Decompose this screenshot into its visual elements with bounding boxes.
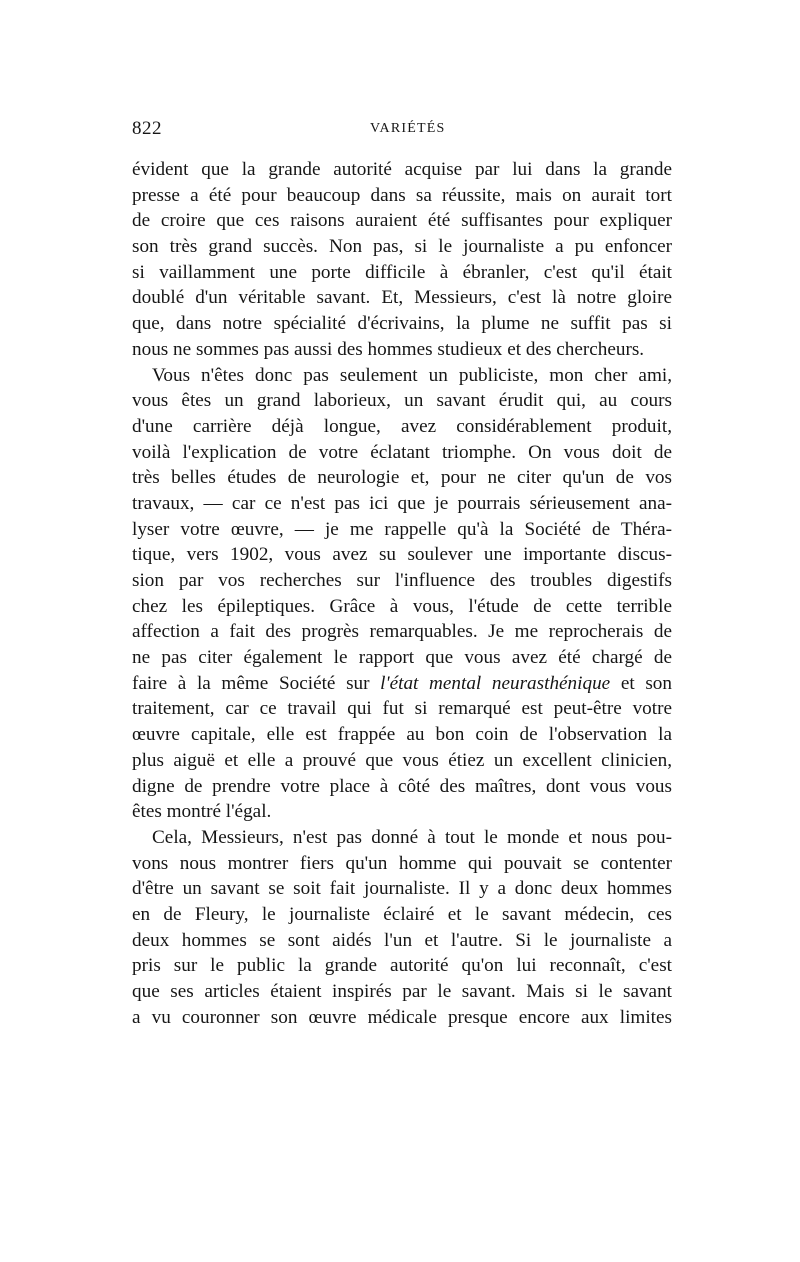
text-line: êtes montré l'égal. xyxy=(132,801,272,823)
text-line: sion par vos recherches sur l'influence des troubles digestifs xyxy=(132,570,672,591)
text-span: et son xyxy=(610,672,672,694)
text-line: si vaillamment une porte difficile à ébranler, c'est qu'il était xyxy=(132,261,672,283)
body-text xyxy=(132,157,672,1030)
page-header xyxy=(132,118,672,148)
text-line: vons nous montrer fiers qu'un homme qui pouvait se contenter xyxy=(132,852,672,874)
text-line: travaux, — car ce n'est pas ici que je pourrais sérieusement ana- xyxy=(132,492,672,514)
text-line: doublé d'un véritable savant. Et, Messieurs, c'est là notre gloire xyxy=(132,287,672,309)
text-line: voilà l'explication de votre éclatant triomphe. On vous doit de xyxy=(132,441,672,463)
running-head: VARIÉTÉS xyxy=(370,121,446,136)
text-line: vous êtes un grand laborieux, un savant érudit qui, au cours xyxy=(132,390,672,412)
text-line: que ses articles étaient inspirés par le savant. Mais si le savant xyxy=(132,981,672,1002)
text-line: d'une carrière déjà longue, avez considérablement produit, xyxy=(132,415,672,437)
text-line: presse a été pour beaucoup dans sa réussite, mais on aurait tort xyxy=(132,184,672,206)
paragraph-3 xyxy=(132,825,672,1031)
text-line-with-italic xyxy=(132,671,672,697)
text-line: évident que la grande autorité acquise par lui dans la grande xyxy=(132,159,672,180)
text-line: chez les épileptiques. Grâce à vous, l'étude de cette terrible xyxy=(132,595,672,617)
text-line: plus aiguë et elle a prouvé que vous étiez un excellent clinicien, xyxy=(132,749,672,771)
text-line: Vous n'êtes donc pas seulement un publiciste, mon cher ami, xyxy=(152,364,672,386)
text-line: œuvre capitale, elle est frappée au bon coin de l'observation la xyxy=(132,724,672,746)
text-line: en de Fleury, le journaliste éclairé et le savant médecin, ces xyxy=(132,903,672,925)
text-line: digne de prendre votre place à côté des maîtres, dont vous vous xyxy=(132,775,672,797)
text-line: a vu couronner son œuvre médicale presque encore aux limites xyxy=(132,1006,672,1028)
text-line: deux hommes se sont aidés l'un et l'autre. Si le journaliste a xyxy=(132,929,672,951)
text-line: traitement, car ce travail qui fut si remarqué est peut-être votre xyxy=(132,698,672,720)
text-line: pris sur le public la grande autorité qu'on lui reconnaît, c'est xyxy=(132,955,672,977)
text-line: son très grand succès. Non pas, si le journaliste a pu enfoncer xyxy=(132,236,672,258)
text-line: lyser votre œuvre, — je me rappelle qu'à la Société de Théra- xyxy=(132,518,672,540)
paragraph-2 xyxy=(132,363,672,825)
text-line: tique, vers 1902, vous avez su soulever une importante discus- xyxy=(132,544,672,566)
text-line: très belles études de neurologie et, pour ne citer qu'un de vos xyxy=(132,467,672,489)
paragraph-1 xyxy=(132,157,672,363)
text-line: de croire que ces raisons auraient été suffisantes pour expliquer xyxy=(132,210,672,232)
text-span: faire à la même Société sur xyxy=(132,672,381,694)
text-line: Cela, Messieurs, n'est pas donné à tout le monde et nous pou- xyxy=(152,826,672,848)
text-line: ne pas citer également le rapport que vous avez été chargé de xyxy=(132,647,672,669)
text-line: affection a fait des progrès remarquables. Je me reprocherais de xyxy=(132,621,672,643)
text-line: que, dans notre spécialité d'écrivains, la plume ne suffit pas si xyxy=(132,313,672,335)
italic-title: l'état mental neurasthénique xyxy=(380,672,611,694)
text-line: nous ne sommes pas aussi des hommes studieux et des chercheurs. xyxy=(132,338,645,360)
page-number: 822 xyxy=(132,118,162,139)
text-line: d'être un savant se soit fait journaliste. Il y a donc deux hommes xyxy=(132,878,672,900)
